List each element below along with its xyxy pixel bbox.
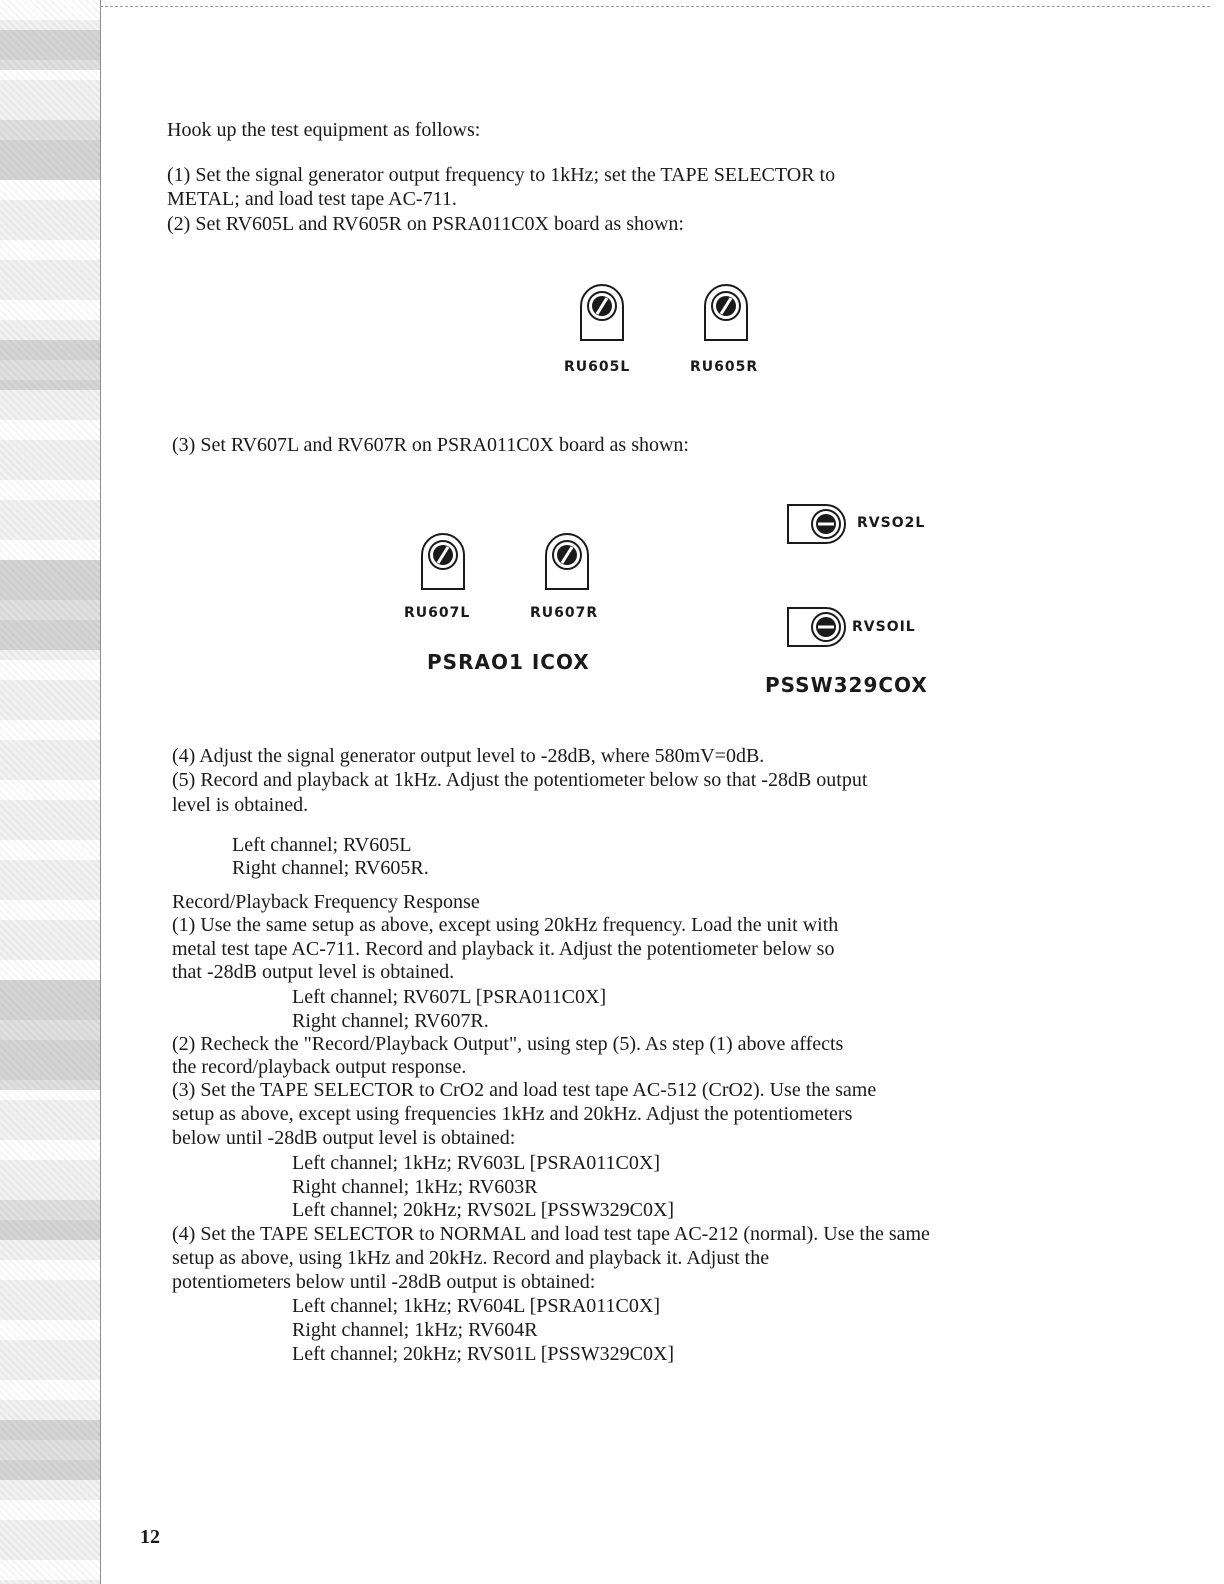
step-1-line-2: METAL; and load test tape AC-711. (167, 188, 457, 210)
pot-label-rv605r: RU605R (690, 359, 759, 375)
section-line: (1) Use the same setup as above, except using 20kHz frequency. Load the unit with (172, 914, 839, 936)
section-line: potentiometers below until -28dB output is obtained: (172, 1271, 596, 1293)
section-line: Right channel; 1kHz; RV603R (292, 1176, 538, 1198)
channel-line: Left channel; RV605L (232, 834, 412, 856)
section-line: Left channel; RV607L [PSRA011C0X] (292, 986, 607, 1008)
potentiometer-rvs02l-icon (786, 502, 856, 546)
section-line: Left channel; 1kHz; RV604L [PSRA011C0X] (292, 1295, 660, 1317)
step-5-line-1: (5) Record and playback at 1kHz. Adjust the potentiometer below so that -28dB output (172, 769, 868, 791)
page-margin-line (100, 0, 101, 1584)
section-line: Left channel; 20kHz; RVS01L [PSSW329C0X] (292, 1343, 675, 1365)
section-line: the record/playback output response. (172, 1056, 467, 1078)
section-line: Right channel; RV607R. (292, 1010, 489, 1032)
page-top-edge (100, 6, 1210, 7)
section-line: setup as above, except using frequencies 1kHz and 20kHz. Adjust the potentiometers (172, 1103, 853, 1125)
section-line: Right channel; 1kHz; RV604R (292, 1319, 538, 1341)
step-1-line-1: (1) Set the signal generator output frequency to 1kHz; set the TAPE SELECTOR to (167, 164, 836, 186)
page-number: 12 (140, 1526, 160, 1548)
pot-label-rvs01l: RVSOIL (852, 619, 916, 635)
section-line: (4) Set the TAPE SELECTOR to NORMAL and load test tape AC-212 (normal). Use the same (172, 1223, 930, 1245)
pot-label-rv607r: RU607R (530, 605, 599, 621)
potentiometer-rv605l-icon (578, 284, 626, 342)
potentiometer-rv607r-icon (543, 533, 591, 591)
potentiometer-rv605r-icon (702, 284, 750, 342)
intro-text: Hook up the test equipment as follows: (167, 119, 481, 141)
section-line: setup as above, using 1kHz and 20kHz. Record and playback it. Adjust the (172, 1247, 770, 1269)
section-title: Record/Playback Frequency Response (172, 891, 480, 913)
potentiometer-rvs01l-icon (786, 605, 856, 649)
section-line: (2) Recheck the "Record/Playback Output", using step (5). As step (1) above affects (172, 1033, 844, 1055)
channel-line: Right channel; RV605R. (232, 857, 429, 879)
step-3-line: (3) Set RV607L and RV607R on PSRA011C0X board as shown: (172, 434, 689, 456)
scan-binding-shadow (0, 0, 100, 1584)
section-line: that -28dB output level is obtained. (172, 961, 455, 983)
section-line: Left channel; 1kHz; RV603L [PSRA011C0X] (292, 1152, 660, 1174)
section-line: Left channel; 20kHz; RVS02L [PSSW329C0X] (292, 1199, 675, 1221)
section-line: metal test tape AC-711. Record and playback it. Adjust the potentiometer below so (172, 938, 835, 960)
step-5-line-2: level is obtained. (172, 794, 309, 816)
step-4-line: (4) Adjust the signal generator output level to -28dB, where 580mV=0dB. (172, 745, 765, 767)
potentiometer-rv607l-icon (419, 533, 467, 591)
board-label-psra011c0x: PSRAO1 ICOX (427, 650, 590, 674)
step-2-line: (2) Set RV605L and RV605R on PSRA011C0X board as shown: (167, 213, 684, 235)
pot-label-rv607l: RU607L (404, 605, 471, 621)
pot-label-rv605l: RU605L (564, 359, 631, 375)
pot-label-rvs02l: RVSO2L (857, 515, 926, 531)
board-label-pssw329c0x: PSSW329COX (765, 673, 928, 697)
section-line: below until -28dB output level is obtained: (172, 1127, 516, 1149)
section-line: (3) Set the TAPE SELECTOR to CrO2 and load test tape AC-512 (CrO2). Use the same (172, 1079, 877, 1101)
